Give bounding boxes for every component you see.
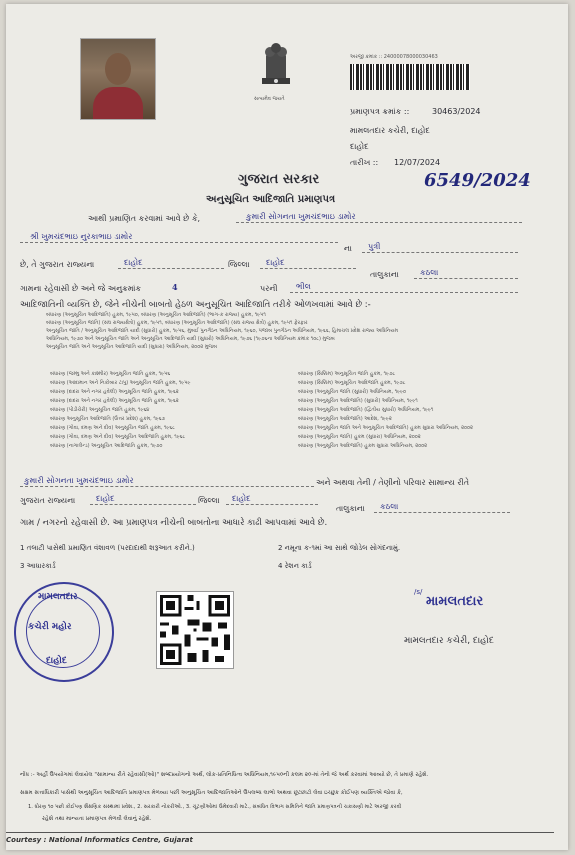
order-item: અધિનિયમ, ૧૯૭૦ અને અનુસૂચિત જાતિ અને અનુસૂચિત આદિજાતિ યાદી (સુધારો) અધિનિયમ, ૧૯૭૬ (૧૯૭૬ના અધિનિયમ ક્રમાંક ૧૦૮) મુજબ xyxy=(46,336,335,342)
residence-district: દાહોદ xyxy=(226,494,318,505)
basis-item-2: 2 નમૂના ક-૧માં આ સાથે જોડેલ સોગંદનામું. xyxy=(278,544,401,552)
seal-top-text: મામલતદાર xyxy=(38,592,78,602)
residence-taluka-label: તાલુકાના xyxy=(336,504,365,513)
village-name: દાહોદ xyxy=(118,258,224,269)
taluka-name: કઠલા xyxy=(414,268,518,279)
orders-right-list xyxy=(298,368,548,449)
certificate-number-label: પ્રમાણપત્ર ક્રમાંક :: xyxy=(350,107,410,116)
handwritten-number: 6549/2024 xyxy=(424,170,531,191)
district-label: જિલ્લા xyxy=(228,260,250,269)
intro-text: આથી પ્રમાણિત કરવામાં આવે છે કે, xyxy=(88,214,201,223)
certificate-page xyxy=(6,4,568,850)
residence-district-label: જિલ્લા xyxy=(198,496,220,505)
residence-suffix: અને અથવા તેની / તેણીનો પરિવાર સામાન્ય રીતે xyxy=(316,478,470,487)
seal-middle-text: કચેરી મહોર xyxy=(28,622,72,632)
certificate-title: અનુસૂચિત આદિજાતિ પ્રમાણપત્ર xyxy=(206,194,336,205)
seal-bottom-text: દાહોદ xyxy=(46,656,67,666)
residence-village: દાહોદ xyxy=(90,494,196,505)
signature-mark: /s/ xyxy=(414,588,423,596)
residence-name: કુમારી સોગનતા ખુમચંદભાઇ ડામોર xyxy=(20,476,314,487)
basis-item-3: 3 આધારકાર્ડ xyxy=(20,562,56,570)
relation: પુત્રી xyxy=(362,242,518,253)
footer-line-2: સક્ષમ સત્તાધિકારી પાસેથી અનુસૂચિત આદિજાતિ પ્રમાણપત્ર મેળવ્યા પછી અનુસૂચિત આદિજાતિઓને ઉપલબ્ધ લાભો અથવા છૂટછાટો લેવા ઇચ્છુક કોઈપણ વ્યક્તિએ જોવા કે, xyxy=(20,790,403,796)
order-item: બંધારણ (અનુસૂચિત જાતિ (સુધારો) અધિનિયમ, ૧૯૯૦ xyxy=(298,389,407,395)
order-item: બંધારણ (દાદરા અને નગર હવેલી) અનુસૂચિત જાતિ હુકમ, ૧૯૬૨ xyxy=(50,389,179,395)
state-prefix: છે, તે ગુજરાત રાજ્યના xyxy=(20,260,95,269)
government-title: ગુજરાત સરકાર xyxy=(238,172,320,187)
qr-code xyxy=(156,591,234,669)
order-item: બંધારણ (અનુસૂચિત આદિજાતિ) (સુધારો) અધિનિયમ, ૧૯૯૧ xyxy=(298,398,418,404)
emblem-caption: સત્યમેવ જયતે xyxy=(254,96,285,102)
order-item: બંધારણ (અનુસૂચિત જાતિ અને અનુસૂચિત આદિજાતિ) હુકમ સુધારા અધિનિયમ, ૨૦૦૨ xyxy=(298,425,473,431)
order-item: બંધારણ (અનુસૂચિત આદિજાતિ) (દ્વિતીય સુધારો) અધિનિયમ, ૧૯૯૧ xyxy=(298,407,434,413)
serial-number: 4 xyxy=(172,282,178,292)
orders-main-list xyxy=(46,312,526,350)
office-line-1: મામલતદાર કચેરી, દાહોદ xyxy=(350,126,430,135)
tribe-recognition-text: આદિજાતિની વ્યક્તિ છે, જેને નીચેની બાબતો હેઠળ અનુસૂચિત આદિજાતિ તરીકે ઓળખવામાં આવે છે :- xyxy=(20,300,371,310)
order-item: બંધારણ અનુસૂચિત આદિજાતિ (ઉત્તર પ્રદેશ) હુકમ, ૧૯૬૭ xyxy=(50,416,165,422)
order-item: બંધારણ (પોંડીચેરી) અનુસૂચિત જાતિ હુકમ, ૧૯૬૪ xyxy=(50,407,150,413)
order-item: બંધારણ (અનુસૂચિત આદિજાતિ) હુકમ સુધારા અધિનિયમ, ૨૦૦૨ xyxy=(298,443,428,449)
footer-note: નોંધ :- અહીં ઉપયોગમાં લેવાયેલ "સામાન્ય રીતે રહેવાસી(ઓ)" શબ્દપ્રયોગનો અર્થ, લોક-પ્રતિનિધિત્વ અધિનિયમ,૧૯૫૦ની કલમ ૨૦-માં તેનો જે અર્થ કરવામાં આવ્યો છે, તે પ્રમાણે રહેશે. xyxy=(20,772,429,778)
barcode xyxy=(350,64,470,90)
order-item: અનુસૂચિત જાતિ / અનુસૂચિત આદિજાતિ યાદી (સુધારો) હુકમ, ૧૯૫૬, મુંબઈ પુનર્ગઠન અધિનિયમ, ૧૯૬૦, પંજાબ પુનર્ગઠન અધિનિયમ, ૧૯૬૬, હિમાચલ પ્રદેશ રાજ્ય અધિનિયમ xyxy=(46,328,398,334)
orders-left-list xyxy=(50,368,290,449)
order-item: બંધારણ (ગોવા, દમણ અને દીવ) અનુસૂચિત જાતિ હુકમ, ૧૯૬૮ xyxy=(50,425,175,431)
national-emblem-icon xyxy=(256,38,296,96)
serial-suffix: પરની xyxy=(260,284,278,293)
applicant-name: કુમારી સોગનતા ખુમચંદભાઇ ડામોર xyxy=(236,212,522,223)
residence-closing: ગામ / નગરનો રહેવાસી છે. આ પ્રમાણપત્ર નીચેની બાબતોના આધારે કાઢી આપવામાં આવે છે. xyxy=(20,518,328,528)
order-item: બંધારણ (નાગાલેન્ડ) અનુસૂચિત આદિજાતિ હુકમ, ૧૯૭૦ xyxy=(50,443,163,449)
office-seal xyxy=(14,582,114,682)
order-item: અનુસૂચિત જાતિ અને અનુસૂચિત આદિજાતિ યાદી (સુધારા) અધિનિયમ, ૨૦૦૨ મુજબ xyxy=(46,344,218,350)
footer-line-3: 1. ધોરણ ૧૦ પછી કોઈપણ શૈક્ષણિક સંસ્થામાં પ્રવેશ., 2. સરકારી નોકરીઓ., 3. ચૂંટણીઓમાં ઉમેદવારી માટે., સંબંધિત વિભાગ સમિતિને જાતિ પ્રમાણપત્રની ચકાસણી માટે અરજી કરવી xyxy=(28,804,402,810)
order-item: બંધારણ (ગોવા, દમણ અને દીવ) અનુસૂચિત આદિજાતિ હુકમ, ૧૯૬૮ xyxy=(50,434,186,440)
residence-taluka: કઠલા xyxy=(374,502,510,513)
residence-state-prefix: ગુજરાત રાજ્યના xyxy=(20,496,76,505)
taluka-label: તાલુકાના xyxy=(370,270,399,279)
relation-label: ના xyxy=(344,244,352,253)
row3-prefix: ગામના રહેવાસી છે અને જે અનુક્રમાંક xyxy=(20,284,142,293)
footer-line-4: રહેશે તથા માન્યતા પ્રમાણપત્ર મેળવી લેવાનું રહેશે. xyxy=(42,816,152,822)
signatory-designation: મામલતદાર xyxy=(426,594,484,609)
applicant-photo xyxy=(80,38,156,120)
order-item: બંધારણ (સિક્કિમ) અનુસૂચિત આદિજાતિ હુકમ, ૧૯૭૮ xyxy=(298,380,406,386)
district-name: દાહોદ xyxy=(260,258,356,269)
order-item: બંધારણ (અનુસૂચિત આદિજાતિ) આદેશ, ૧૯૯૨ xyxy=(298,416,392,422)
date-label: તારીખ :: xyxy=(350,158,379,167)
order-item: બંધારણ (અનુસૂચિત જાતિ) (સંઘ રાજ્યક્ષેત્રો) હુકમ, ૧૯૫૧, બંધારણ (અનુસૂચિત આદિજાતિ) (સંઘ રાજ્ય ક્ષેત્રો) હુકમ, ૧૯૫૧ ફેરફાર xyxy=(46,320,308,326)
application-number: અરજી ક્રમાંક :: 24000078000030463 xyxy=(350,54,438,60)
certificate-number: 30463/2024 xyxy=(432,107,481,116)
footer-divider xyxy=(6,832,554,833)
tribe-name: ભીલ xyxy=(290,282,518,293)
order-item: બંધારણ (અનુસૂચિત જાતિ) હુકમ (સુધારા) અધિનિયમ, ૨૦૦૨ xyxy=(298,434,421,440)
order-item: બંધારણ (દાદરા અને નગર હવેલી) અનુસૂચિત જાતિ હુકમ, ૧૯૬૨ xyxy=(50,398,179,404)
basis-item-4: 4 રેશન કાર્ડ xyxy=(278,562,312,570)
courtesy-line: Courtesy : National Informatics Centre, Gujarat xyxy=(6,836,193,844)
father-name: શ્રી ખુમચંદભાઇ નુરકાભાઇ ડામોર xyxy=(20,232,338,243)
order-item: બંધારણ (જમ્મુ અને કાશ્મીર) અનુસૂચિત જાતિ હુકમ, ૧૯૫૬ xyxy=(50,371,171,377)
signatory-office: મામલતદાર કચેરી, દાહોદ xyxy=(404,636,494,646)
order-item: બંધારણ (આંદામાન અને નિકોબાર ટાપુ) અનુસૂચિત જાતિ હુકમ, ૧૯૫૯ xyxy=(50,380,191,386)
issue-date: 12/07/2024 xyxy=(394,158,441,167)
order-item: બંધારણ (સિક્કિમ) અનુસૂચિત જાતિ હુકમ, ૧૯૭૮ xyxy=(298,371,396,377)
office-line-2: દાહોદ xyxy=(350,142,369,151)
order-item: બંધારણ (અનુસૂચિત આદિજાતિ) હુકમ, ૧૯૫૦, બંધારણ (અનુસૂચિત આદિજાતિ) (ભાગ-ક રાજ્ય) હુકમ, ૧૯૫૧ xyxy=(46,312,266,318)
basis-item-1: 1 તલાટી પાસેથી પ્રમાણિત વંશાવળ (પરદાદાથી શરૂઆત કરીને.) xyxy=(20,544,195,552)
